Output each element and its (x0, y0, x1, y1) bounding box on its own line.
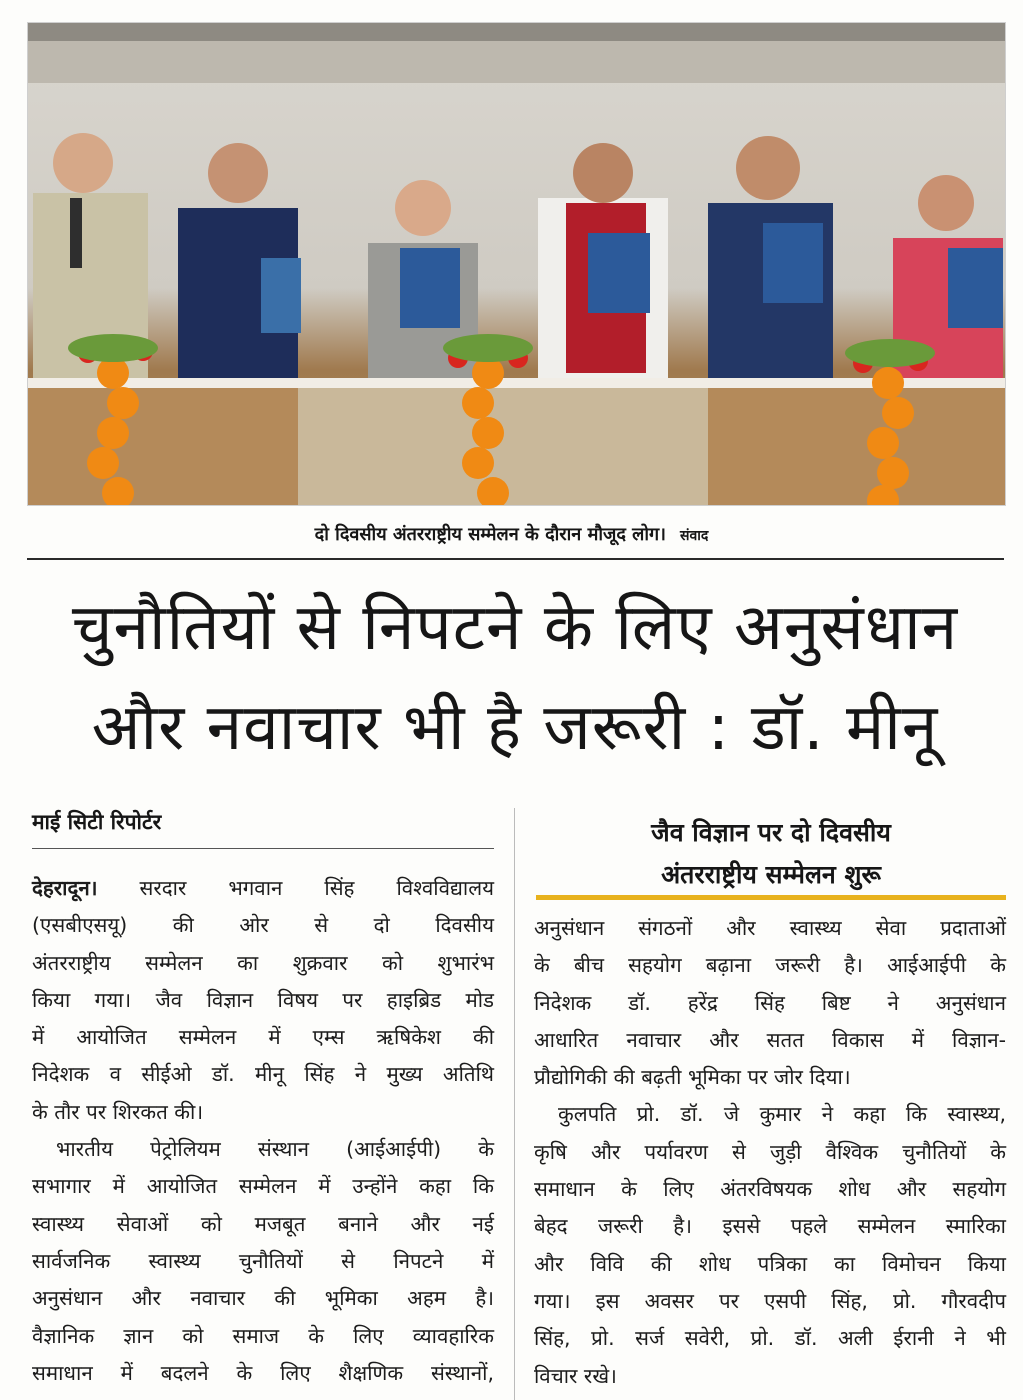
headline-line-2: और नवाचार भी है जरूरी : डॉ. मीनू (91, 691, 939, 765)
article-line: वैज्ञानिक ज्ञान को समाज के लिए व्यावहारिक (32, 1323, 494, 1348)
article-line: सार्वजनिक स्वास्थ्य चुनौतियों से निपटने में (32, 1248, 494, 1273)
article-line: समाधान में बदलने के लिए शैक्षणिक संस्थानों, (32, 1360, 494, 1385)
article-line: सिंह, प्रो. सर्ज सवेरी, प्रो. डॉ. अली ईरानी ने भी (534, 1326, 1006, 1351)
caption-rule (27, 558, 1004, 560)
article-line: में आयोजित सम्मेलन में एम्स ऋषिकेश की (32, 1025, 494, 1050)
article-line: विचार रखे। (534, 1363, 617, 1388)
headline (20, 578, 1010, 778)
person-2 (178, 143, 301, 398)
right-column (534, 910, 1006, 1395)
article-line: अनुसंधान संगठनों और स्वास्थ्य सेवा प्रदाताओं (534, 916, 1006, 940)
caption-credit: संवाद (680, 528, 709, 544)
article-line: किया गया। जैव विज्ञान विषय पर हाइब्रिड मोड (32, 987, 494, 1012)
article-line: समाधान के लिए अंतरविषयक शोध और सहयोग (534, 1177, 1006, 1202)
article-line: अंतरराष्ट्रीय सम्मेलन का शुक्रवार को शुभारंभ (32, 950, 494, 975)
article-line: और विवि की शोध पत्रिका का विमोचन किया (534, 1251, 1006, 1276)
event-photo (27, 22, 1006, 506)
event-photo-illustration (28, 23, 1005, 505)
article-line: सभागार में आयोजित सम्मेलन में उन्होंने कहा कि (32, 1174, 494, 1199)
article-line: प्रौद्योगिकी की बढ़ती भूमिका पर जोर दिया। (534, 1065, 851, 1090)
article-line: स्वास्थ्य सेवाओं को मजबूत बनाने और नई (32, 1211, 494, 1236)
byline-rule (32, 848, 494, 849)
article-line: निदेशक व सीईओ डॉ. मीनू सिंह ने मुख्य अतिथि (32, 1062, 494, 1087)
article-line: कृषि और पर्यावरण से जुड़ी वैश्विक चुनौतियों के (534, 1139, 1006, 1164)
article-line: निदेशक डॉ. हरेंद्र सिंह बिष्ट ने अनुसंधान (534, 990, 1006, 1015)
article-line: कुलपति प्रो. डॉ. जे कुमार ने कहा कि स्वास्थ्य, (558, 1102, 1006, 1127)
article-line: देहरादून। सरदार भगवान सिंह विश्वविद्यालय (32, 876, 494, 900)
caption-text: दो दिवसीय अंतरराष्ट्रीय सम्मेलन के दौरान मौजूद लोग। (314, 524, 666, 545)
subhead-line-2: अंतरराष्ट्रीय सम्मेलन शुरू (661, 860, 881, 889)
byline: माई सिटी रिपोर्टर (32, 810, 162, 834)
subhead (536, 812, 1006, 896)
person-5 (708, 136, 833, 403)
article-line: बेहद जरूरी है। इससे पहले सम्मेलन स्मारिका (534, 1214, 1006, 1239)
article-line: भारतीय पेट्रोलियम संस्थान (आईआईपी) के (56, 1137, 494, 1162)
left-column (32, 870, 494, 1392)
article-line: गया। इस अवसर पर एसपी सिंह, प्रो. गौरवदीप (534, 1288, 1006, 1313)
column-divider (514, 808, 515, 1400)
person-6 (893, 175, 1003, 408)
article-line: अनुसंधान और नवाचार की भूमिका अहम है। (32, 1286, 494, 1311)
subhead-line-1: जैव विज्ञान पर दो दिवसीय (651, 818, 891, 847)
headline-line-1: चुनौतियों से निपटने के लिए अनुसंधान (71, 591, 959, 665)
article-line: के तौर पर शिरकत की। (32, 1099, 204, 1124)
article-line: (एसबीएसयू) की ओर से दो दिवसीय (32, 913, 494, 938)
article-line: के बीच सहयोग बढ़ाना जरूरी है। आईआईपी के (534, 953, 1006, 978)
person-4 (538, 143, 668, 398)
subhead-underline (536, 895, 1006, 900)
dateline: देहरादून। (32, 876, 98, 900)
photo-caption (0, 522, 1023, 546)
article-line: आधारित नवाचार और सतत विकास में विज्ञान- (534, 1027, 1006, 1052)
